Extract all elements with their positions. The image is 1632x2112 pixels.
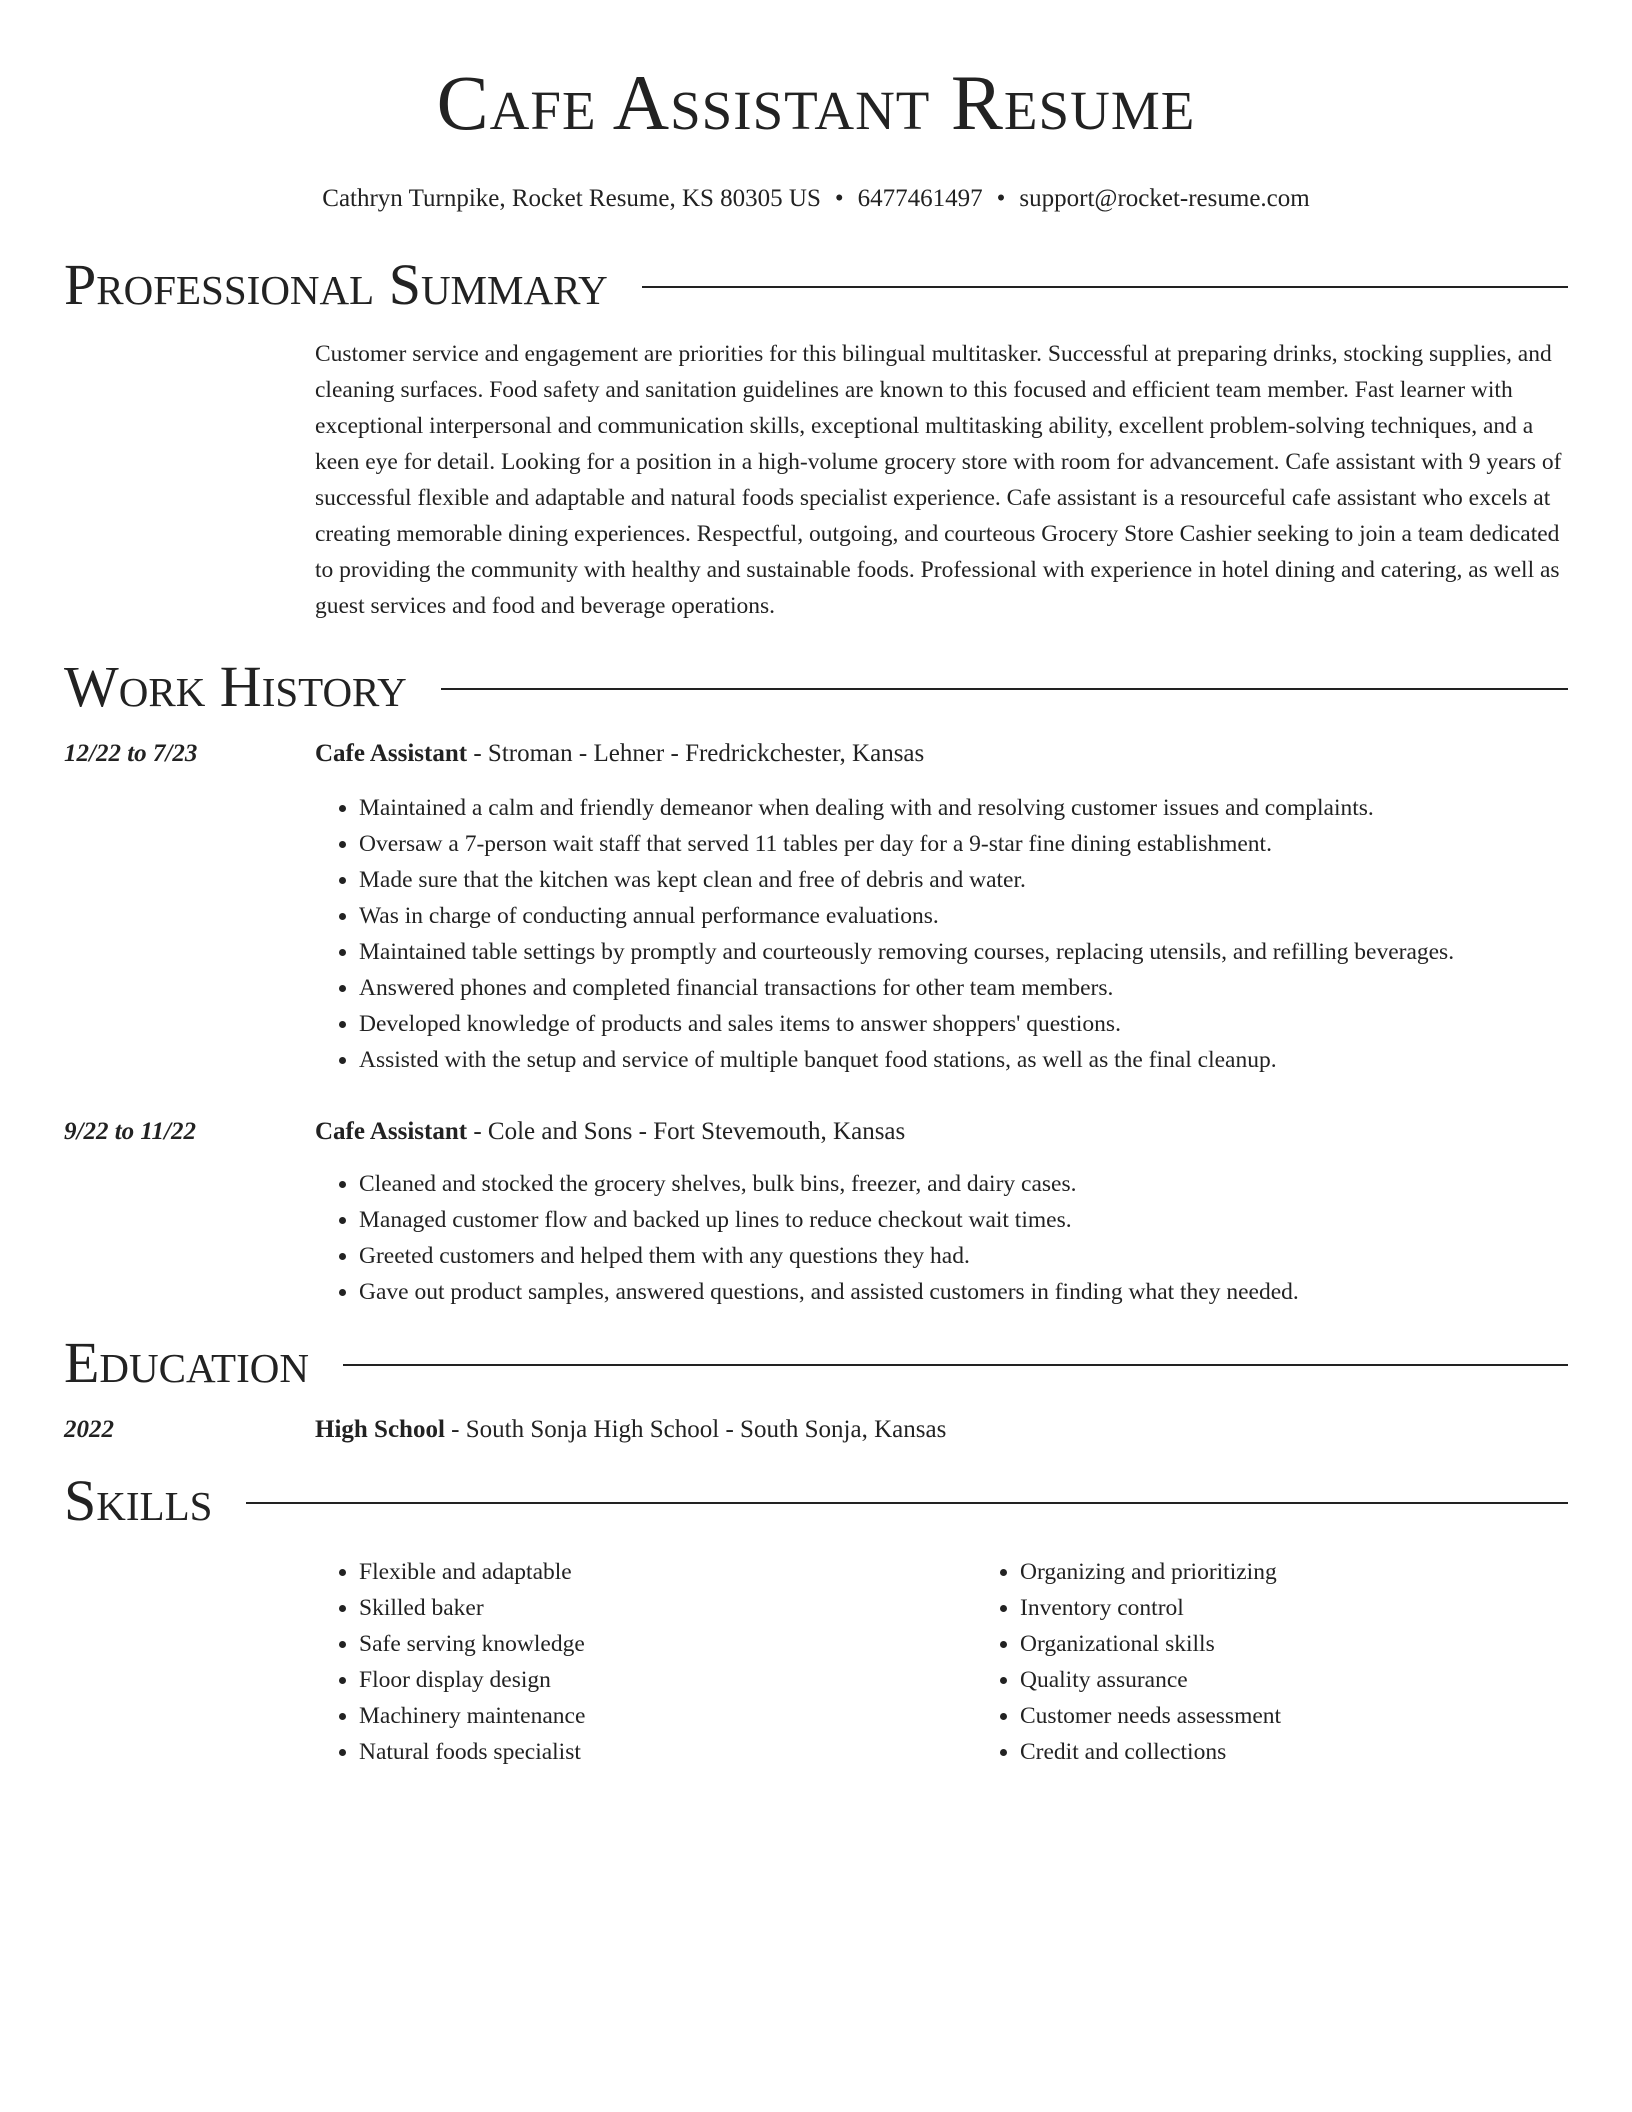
skill-item: • Organizing and prioritizing (1020, 1554, 1632, 1590)
job-heading (315, 1114, 1568, 1150)
contact-line (64, 182, 1568, 216)
job-bullet: • Answered phones and completed financial transactions for other team members. (359, 970, 1568, 1006)
job-bullet: • Made sure that the kitchen was kept clean and free of debris and water. (359, 862, 1568, 898)
job-bullet: • Maintained table settings by promptly and courteously removing courses, replacing utensils, and refilling beverages. (359, 934, 1568, 970)
job-details: - Cole and Sons - Fort Stevemouth, Kansas (467, 1118, 906, 1145)
job-entry (64, 736, 1568, 1078)
summary-left-spacer (64, 336, 315, 624)
education-heading-text: Education (64, 1330, 309, 1395)
job-bullet: • Cleaned and stocked the grocery shelves, bulk bins, freezer, and dairy cases. (359, 1166, 1568, 1202)
work-heading-text: Work History (64, 654, 407, 719)
job-bullet: • Oversaw a 7-person wait staff that served 11 tables per day for a 9-star fine dining establishment. (359, 826, 1568, 862)
skill-item: • Floor display design (359, 1662, 976, 1698)
section-divider (642, 286, 1568, 288)
contact-address: Cathryn Turnpike, Rocket Resume, KS 80305 US (322, 185, 821, 212)
job-bullet: • Assisted with the setup and service of multiple banquet food stations, as well as the final cleanup. (359, 1042, 1568, 1078)
contact-separator: • (996, 185, 1006, 212)
skills-section-heading (64, 1466, 1568, 1536)
education-section-heading (64, 1328, 1568, 1398)
summary-heading-text: Professional Summary (64, 252, 608, 317)
skill-item: • Credit and collections (1020, 1734, 1632, 1770)
skill-item: • Organizational skills (1020, 1626, 1632, 1662)
job-bullet: • Greeted customers and helped them with any questions they had. (359, 1238, 1568, 1274)
job-details: - Stroman - Lehner - Fredrickchester, Kansas (467, 740, 925, 767)
job-dates: 12/22 to 7/23 (64, 740, 198, 767)
job-heading (315, 736, 1568, 772)
education-year: 2022 (64, 1416, 114, 1443)
skill-item: • Machinery maintenance (359, 1698, 976, 1734)
education-heading (315, 1412, 1568, 1448)
contact-phone: 6477461497 (857, 185, 983, 212)
skill-item: • Safe serving knowledge (359, 1626, 976, 1662)
work-section-heading (64, 652, 1568, 722)
section-divider (246, 1502, 1568, 1504)
job-title: Cafe Assistant (315, 740, 468, 767)
job-entry (64, 1114, 1568, 1310)
education-degree: High School (315, 1416, 445, 1443)
resume-title: Cafe Assistant Resume (436, 59, 1196, 146)
skill-item: • Natural foods specialist (359, 1734, 976, 1770)
skill-item: • Inventory control (1020, 1590, 1632, 1626)
job-bullet: • Was in charge of conducting annual performance evaluations. (359, 898, 1568, 934)
contact-separator: • (834, 185, 844, 212)
section-divider (441, 688, 1568, 690)
skills-grid (315, 1554, 1632, 1770)
skills-list-right (976, 1554, 1632, 1770)
resume-page (64, 0, 1568, 1770)
skill-item: • Skilled baker (359, 1590, 976, 1626)
summary-row (64, 336, 1568, 624)
job-bullet: • Gave out product samples, answered questions, and assisted customers in finding what they needed. (359, 1274, 1568, 1310)
section-divider (343, 1364, 1568, 1366)
job-bullet: • Maintained a calm and friendly demeanor when dealing with and resolving customer issues and complaints. (359, 790, 1568, 826)
skill-item: • Customer needs assessment (1020, 1698, 1632, 1734)
job-bullets (315, 1166, 1568, 1310)
skill-item: • Flexible and adaptable (359, 1554, 976, 1590)
education-details: - South Sonja High School - South Sonja, Kansas (444, 1416, 947, 1443)
summary-section-heading (64, 250, 1568, 320)
education-entry (64, 1412, 1568, 1448)
skills-heading-text: Skills (64, 1468, 213, 1533)
job-title: Cafe Assistant (315, 1118, 468, 1145)
job-dates: 9/22 to 11/22 (64, 1118, 196, 1145)
summary-text: Customer service and engagement are priorities for this bilingual multitasker. Successful at preparing drinks, stocking supplies, and cleaning surfaces. Food safety and sanitation guidelines are known to this focused and efficient team member. Fast learner with exceptional interpersonal and communication skills, exceptional multitasking ability, excellent problem-solving techniques, and a keen eye for detail. Looking for a position in a high-volume grocery store with room for advancement. Cafe assistant with 9 years of successful flexible and adaptable and natural foods specialist experience. Cafe assistant is a resourceful cafe assistant who excels at creating memorable dining experiences. Respectful, outgoing, and courteous Grocery Store Cashier seeking to join a team dedicated to providing the community with healthy and sustainable foods. Professional with experience in hotel dining and catering, as well as guest services and food and beverage operations. (315, 341, 1562, 619)
job-bullets (315, 790, 1568, 1078)
skills-row (64, 1554, 1568, 1770)
skills-left-spacer (64, 1554, 315, 1770)
contact-email: support@rocket-resume.com (1019, 185, 1310, 212)
skill-item: • Quality assurance (1020, 1662, 1632, 1698)
job-bullet: • Developed knowledge of products and sales items to answer shoppers' questions. (359, 1006, 1568, 1042)
skills-list-left (315, 1554, 976, 1770)
job-bullet: • Managed customer flow and backed up lines to reduce checkout wait times. (359, 1202, 1568, 1238)
